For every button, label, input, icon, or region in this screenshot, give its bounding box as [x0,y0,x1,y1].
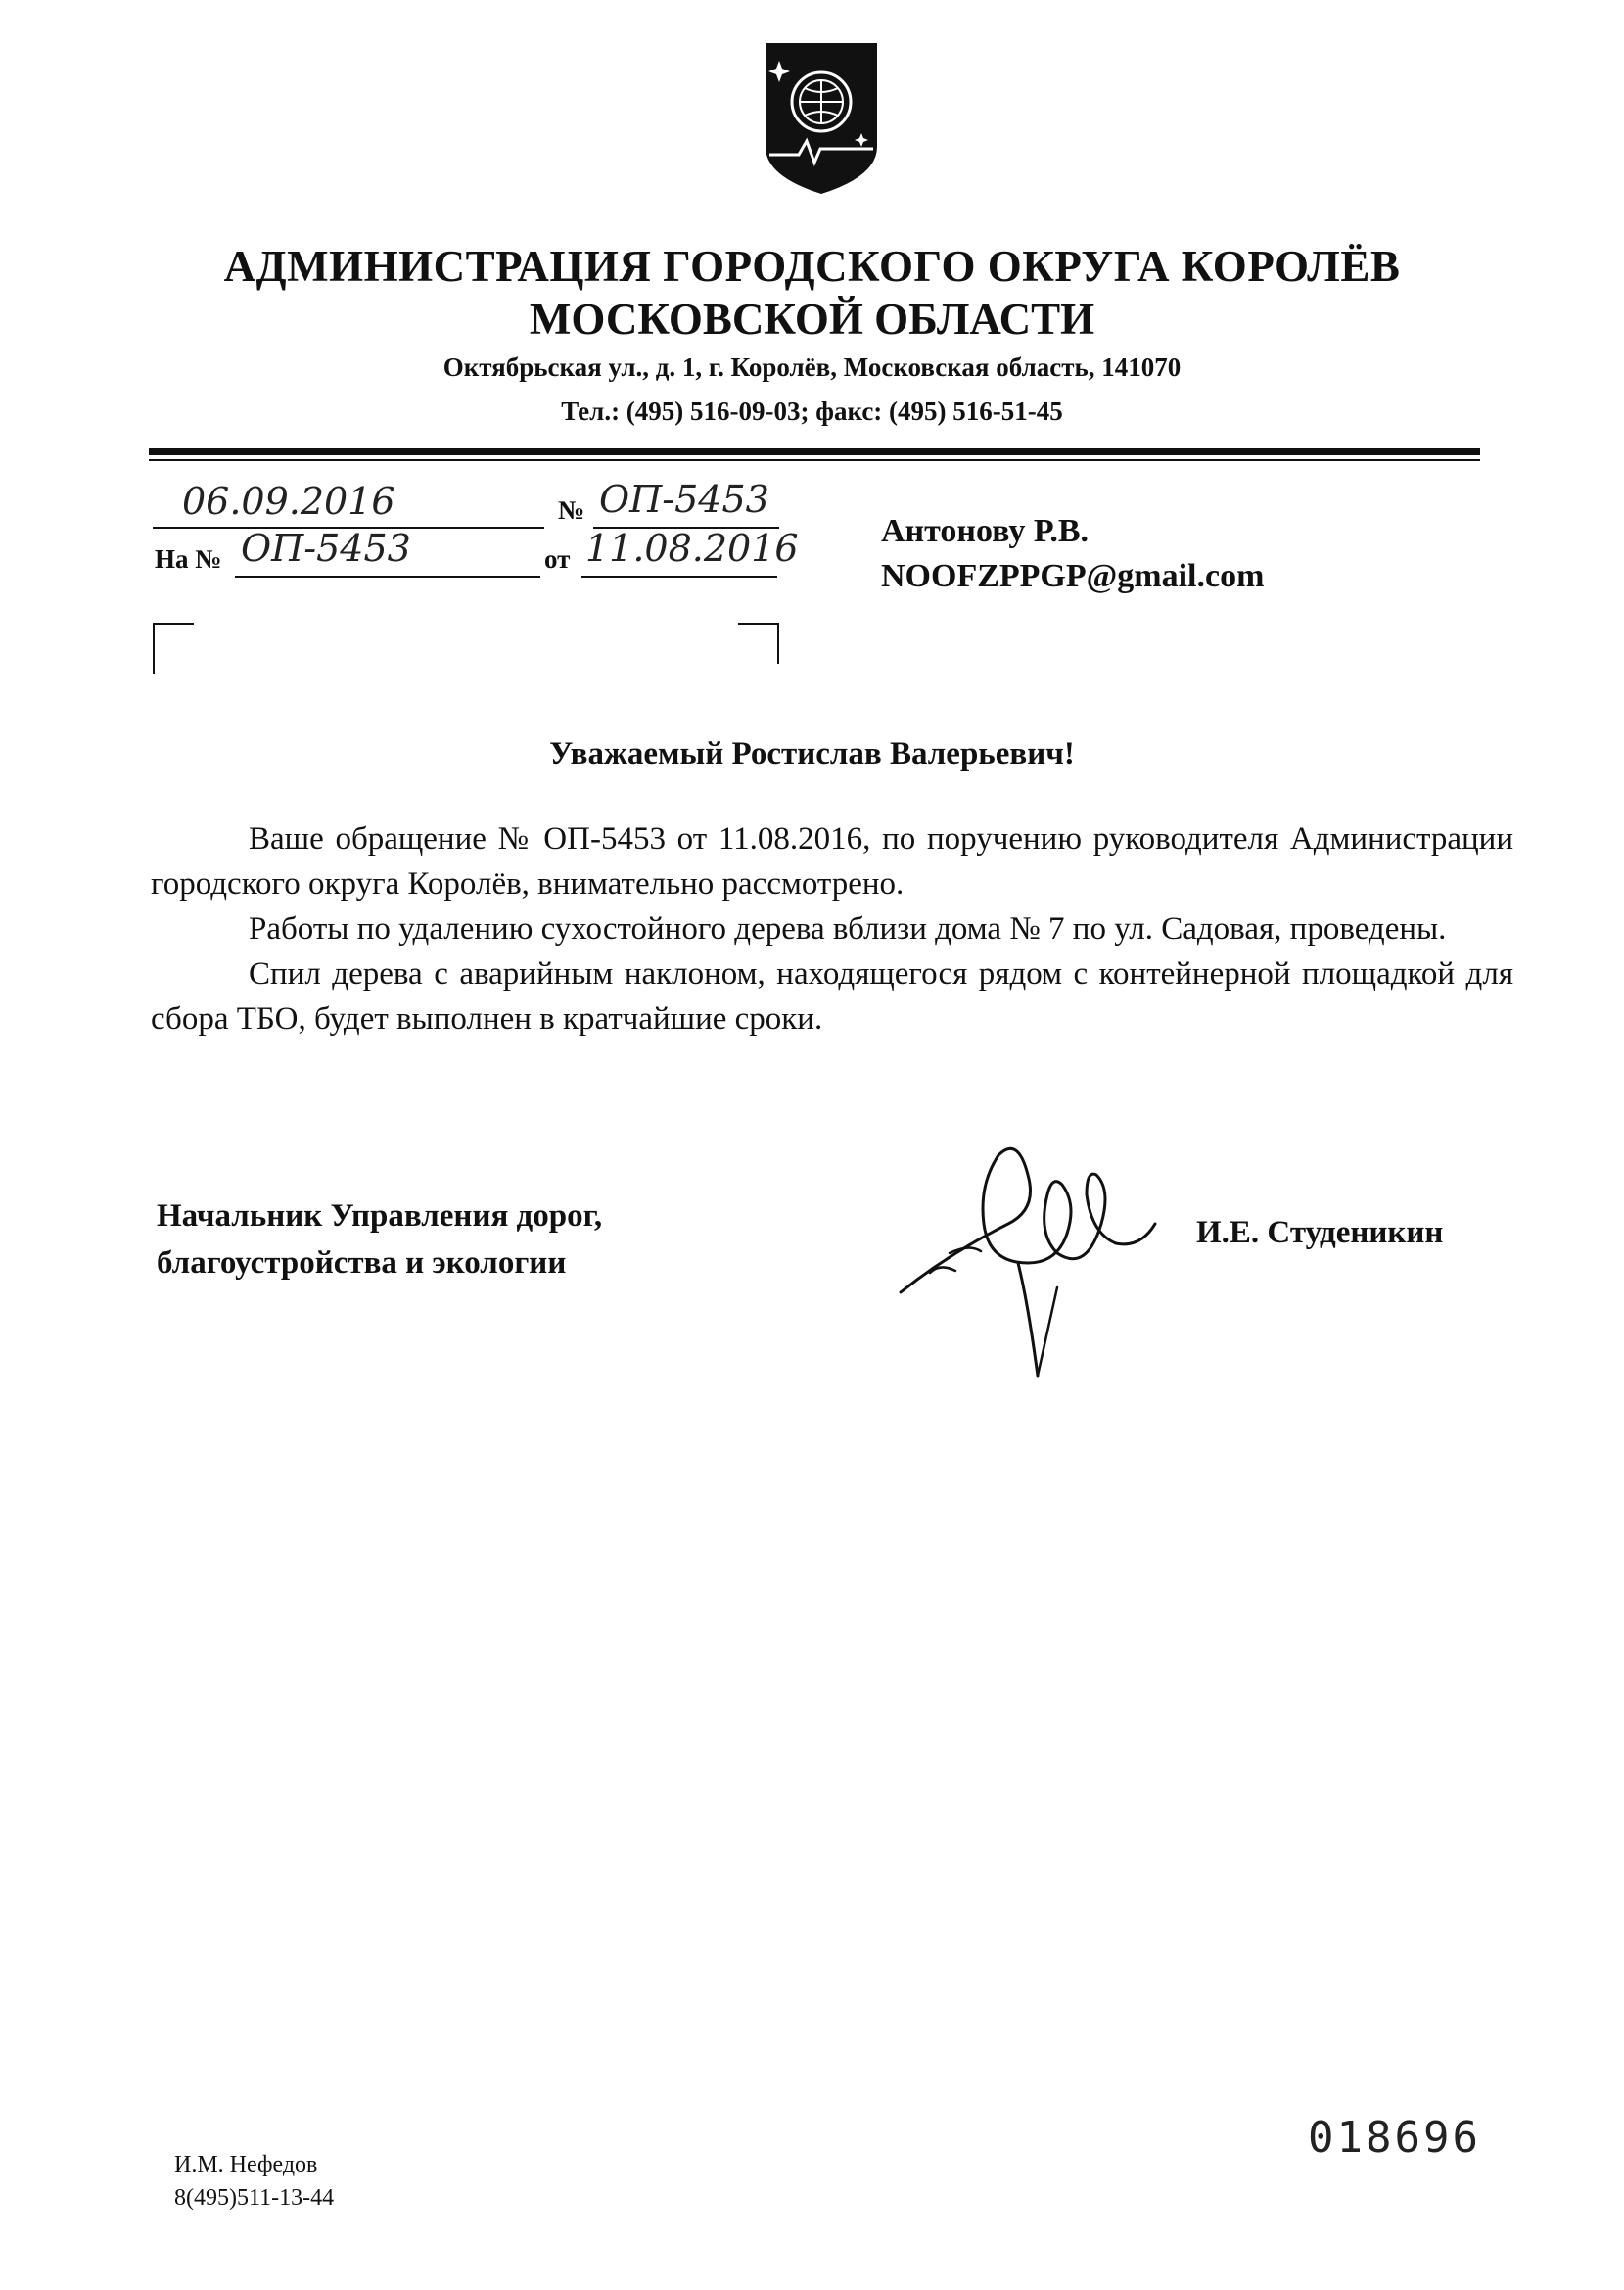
letterhead-divider-thin [149,459,1480,461]
recipient-email: NOOFZPPGP@gmail.com [881,558,1265,594]
reply-number-underline [235,576,540,578]
registration-stamp-number: 018696 [1308,2113,1481,2163]
handwritten-signature-icon [891,1116,1204,1380]
outgoing-number-handwritten: ОП-5453 [599,478,769,521]
reply-to-number-handwritten: ОП-5453 [241,527,411,570]
outgoing-date-handwritten: 06.09.2016 [182,480,395,523]
signatory-title-line1: Начальник Управления дорог, [157,1198,603,1234]
letter-paragraph: Работы по удалению сухостойного дерева вблизи дома № 7 по ул. Садовая, проведены. [249,911,1447,947]
letter-salutation: Уважаемый Ростислав Валерьевич! [549,736,1075,771]
signatory-title-line2: благоустройства и экологии [157,1245,567,1281]
outgoing-number-label: № [558,495,585,525]
letter-body [151,817,1513,1042]
reply-from-date-handwritten: 11.08.2016 [585,527,799,570]
coat-of-arms-icon [760,39,883,198]
address-field-corner-left [153,623,194,674]
signatory-name: И.Е. Студеникин [1196,1215,1444,1250]
organization-address: Октябрьская ул., д. 1, г. Королёв, Московская область, 141070 [442,352,1182,382]
reply-from-label: от [544,544,571,574]
organization-phones: Тел.: (495) 516-09-03; факс: (495) 516-51-45 [561,397,1063,426]
organization-name-line2: МОСКОВСКОЙ ОБЛАСТИ [529,295,1095,344]
letter-paragraph: Спил дерева с аварийным наклоном, находящегося рядом с контейнерной площадкой для сбора ТБО, будет выполнен в кратчайшие сроки. [151,957,1513,1037]
organization-name-line1: АДМИНИСТРАЦИЯ ГОРОДСКОГО ОКРУГА КОРОЛЁВ [223,242,1401,291]
executor-block [174,2148,334,2215]
reply-to-label: На № [155,544,222,574]
executor-name: И.М. Нефедов [174,2152,318,2177]
letter-paragraph: Ваше обращение № ОП-5453 от 11.08.2016, по поручению руководителя Администрации городского округа Королёв, внимательно рассмотрено. [151,821,1513,902]
executor-phone: 8(495)511-13-44 [174,2185,335,2211]
letterhead-divider-thick [149,448,1480,455]
address-field-corner-right [738,623,779,664]
recipient-name: Антонову Р.В. [881,513,1090,549]
reply-date-underline [581,576,777,578]
signatory-title [157,1192,602,1286]
